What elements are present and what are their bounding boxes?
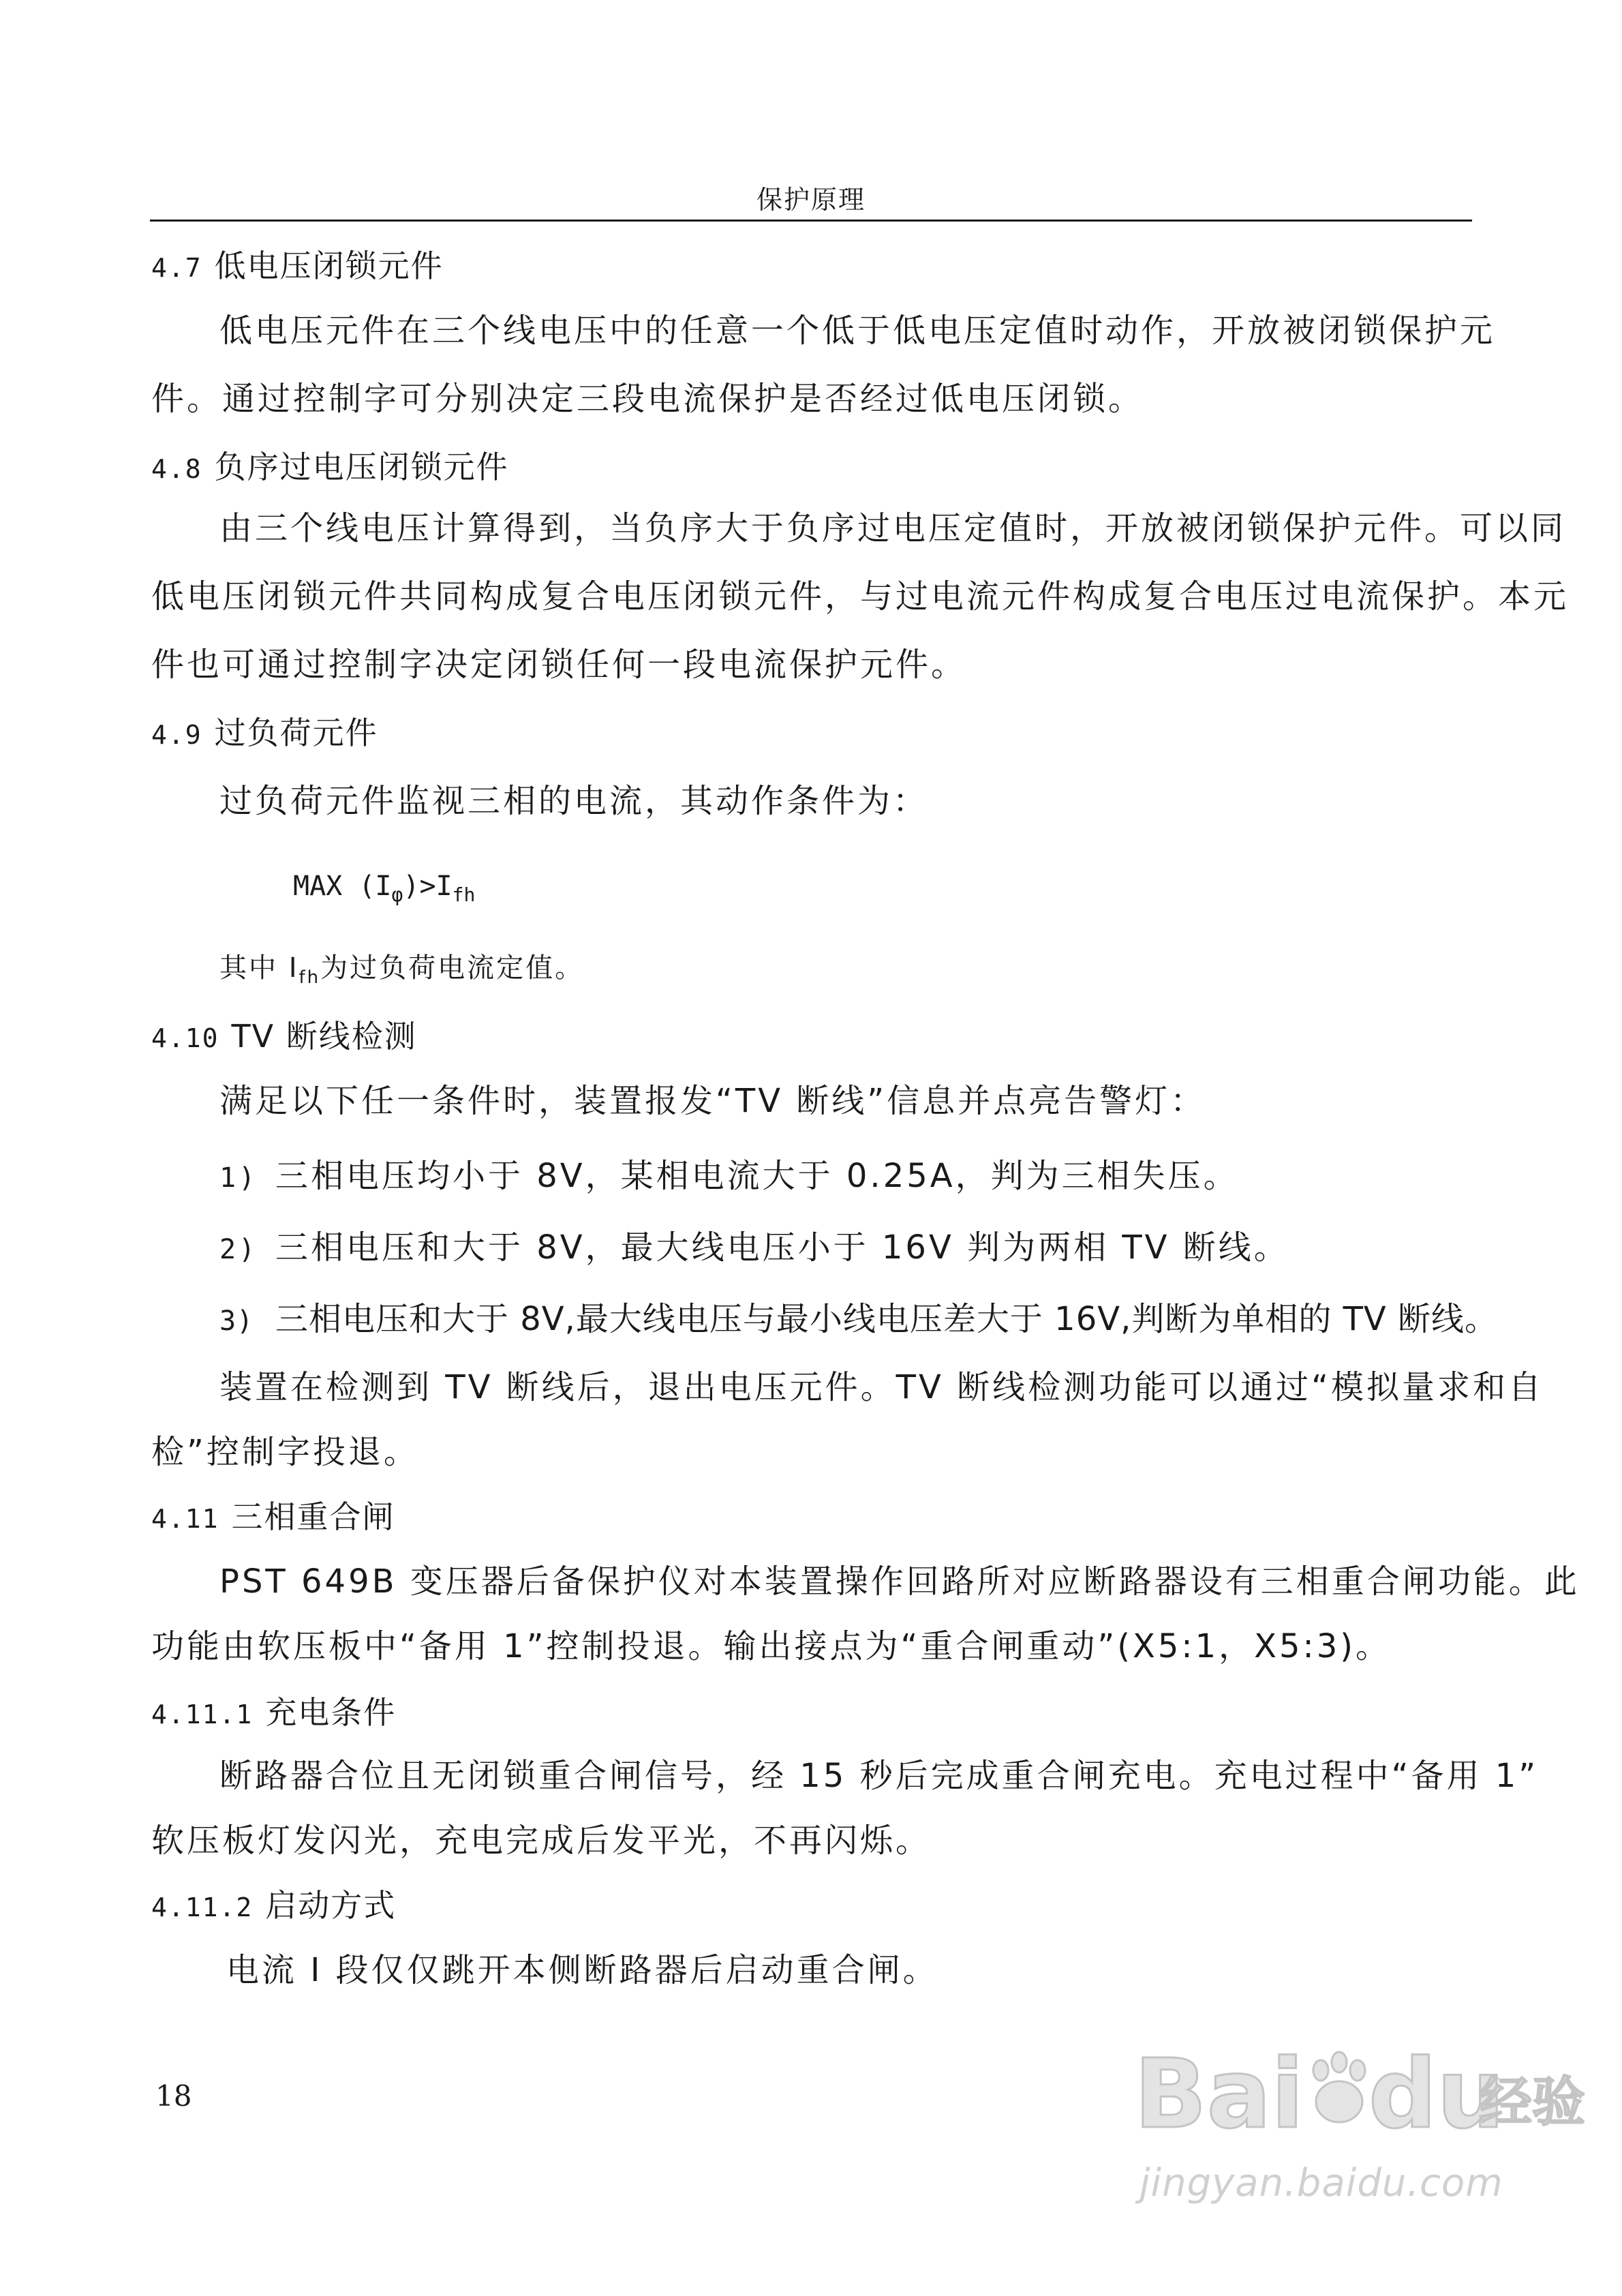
page-header-title: 保护原理 [756,185,866,215]
paragraph-line: 件也可通过控制字决定闭锁任何一段电流保护元件。 [151,646,967,684]
section-title: 启动方式 [265,1887,397,1924]
section-heading-4-11-1 [151,1692,396,1735]
section-title: 过负荷元件 [214,714,378,751]
paragraph-line: 装置在检测到 TV 断线后，退出电压元件。TV 断线检测功能可以通过“模拟量求和自 [219,1368,1544,1406]
paragraph-line: 满足以下任一条件时，装置报发“TV 断线”信息并点亮告警灯： [219,1082,1206,1120]
paragraph-line: 检”控制字投退。 [151,1433,419,1471]
page-number: 18 [155,2079,192,2113]
paragraph-line: 低电压闭锁元件共同构成复合电压闭锁元件，与过电流元件构成复合电压过电流保护。本元 [151,577,1570,616]
paragraph-line: 电流 I 段仅仅跳开本侧断路器后启动重合闸。 [226,1951,938,1989]
paragraph-line: 软压板灯发闪光，充电完成后发平光，不再闪烁。 [151,1822,932,1860]
baidu-jingyan-watermark [1131,2035,1586,2233]
paragraph-line: PST 649B 变压器后备保护仪对本装置操作回路所对应断路器设有三相重合闸功能。此 [219,1562,1580,1601]
section-title: 低电压闭锁元件 [214,247,444,284]
formula: MAX $(I_\varphi)>I_{fh}$ [293,871,476,906]
paragraph-line: 过负荷元件监视三相的电流，其动作条件为： [219,782,929,820]
section-title: 负序过电压闭锁元件 [214,449,509,485]
paragraph-line: 低电压元件在三个线电压中的任意一个低于低电压定值时动作，开放被闭锁保护元 [219,312,1496,350]
watermark-url: jingyan.baidu.com [1139,2161,1503,2205]
list-item: 1) 三相电压均小于 8V，某相电流大于 0.25A，判为三相失压。 [219,1157,1239,1195]
watermark-logo [1131,2035,1586,2158]
paragraph-line: 由三个线电压计算得到，当负序大于负序过电压定值时，开放被闭锁保护元件。可以同 [219,509,1567,547]
section-title: 三相重合闸 [231,1498,395,1535]
section-number: 4.7 [151,253,202,283]
section-heading-4-11 [151,1496,395,1539]
paragraph-line: 功能由软压板中“备用 1”控制投退。输出接点为“重合闸重动”(X5:1，X5:3)。 [151,1627,1391,1665]
section-heading-4-10 [151,1016,417,1059]
formula-note: 其中 $I_{fh}$为过负荷电流定值。 [219,952,585,988]
list-item: 2) 三相电压和大于 8V，最大线电压小于 16V 判为两相 TV 断线。 [219,1228,1289,1267]
paragraph-line: 件。通过控制字可分别决定三段电流保护是否经过低电压闭锁。 [151,380,1144,418]
list-item: 3) 三相电压和大于 8V,最大线电压与最小线电压差大于 16V,判断为单相的 TV 断线。 [219,1300,1498,1338]
section-heading-4-9 [151,712,378,755]
section-number: 4.9 [151,720,202,750]
svg-text:Bai: Bai [1134,2039,1304,2150]
svg-text:du: du [1368,2039,1505,2150]
paw-icon [1313,2052,1365,2122]
section-number: 4.11.2 [151,1892,254,1922]
section-title: TV 断线检测 [231,1018,417,1055]
section-heading-4-8 [151,447,509,489]
paragraph-line: 断路器合位且无闭锁重合闸信号，经 15 秒后完成重合闸充电。充电过程中“备用 1” [219,1757,1539,1795]
header-rule [150,220,1472,222]
section-number: 4.10 [151,1023,219,1053]
section-heading-4-7 [151,245,444,288]
section-title: 充电条件 [265,1694,397,1731]
section-heading-4-11-2 [151,1885,396,1928]
svg-text:经验: 经验 [1479,2072,1586,2133]
section-number: 4.8 [151,454,202,484]
section-number: 4.11.1 [151,1700,254,1729]
section-number: 4.11 [151,1504,219,1534]
